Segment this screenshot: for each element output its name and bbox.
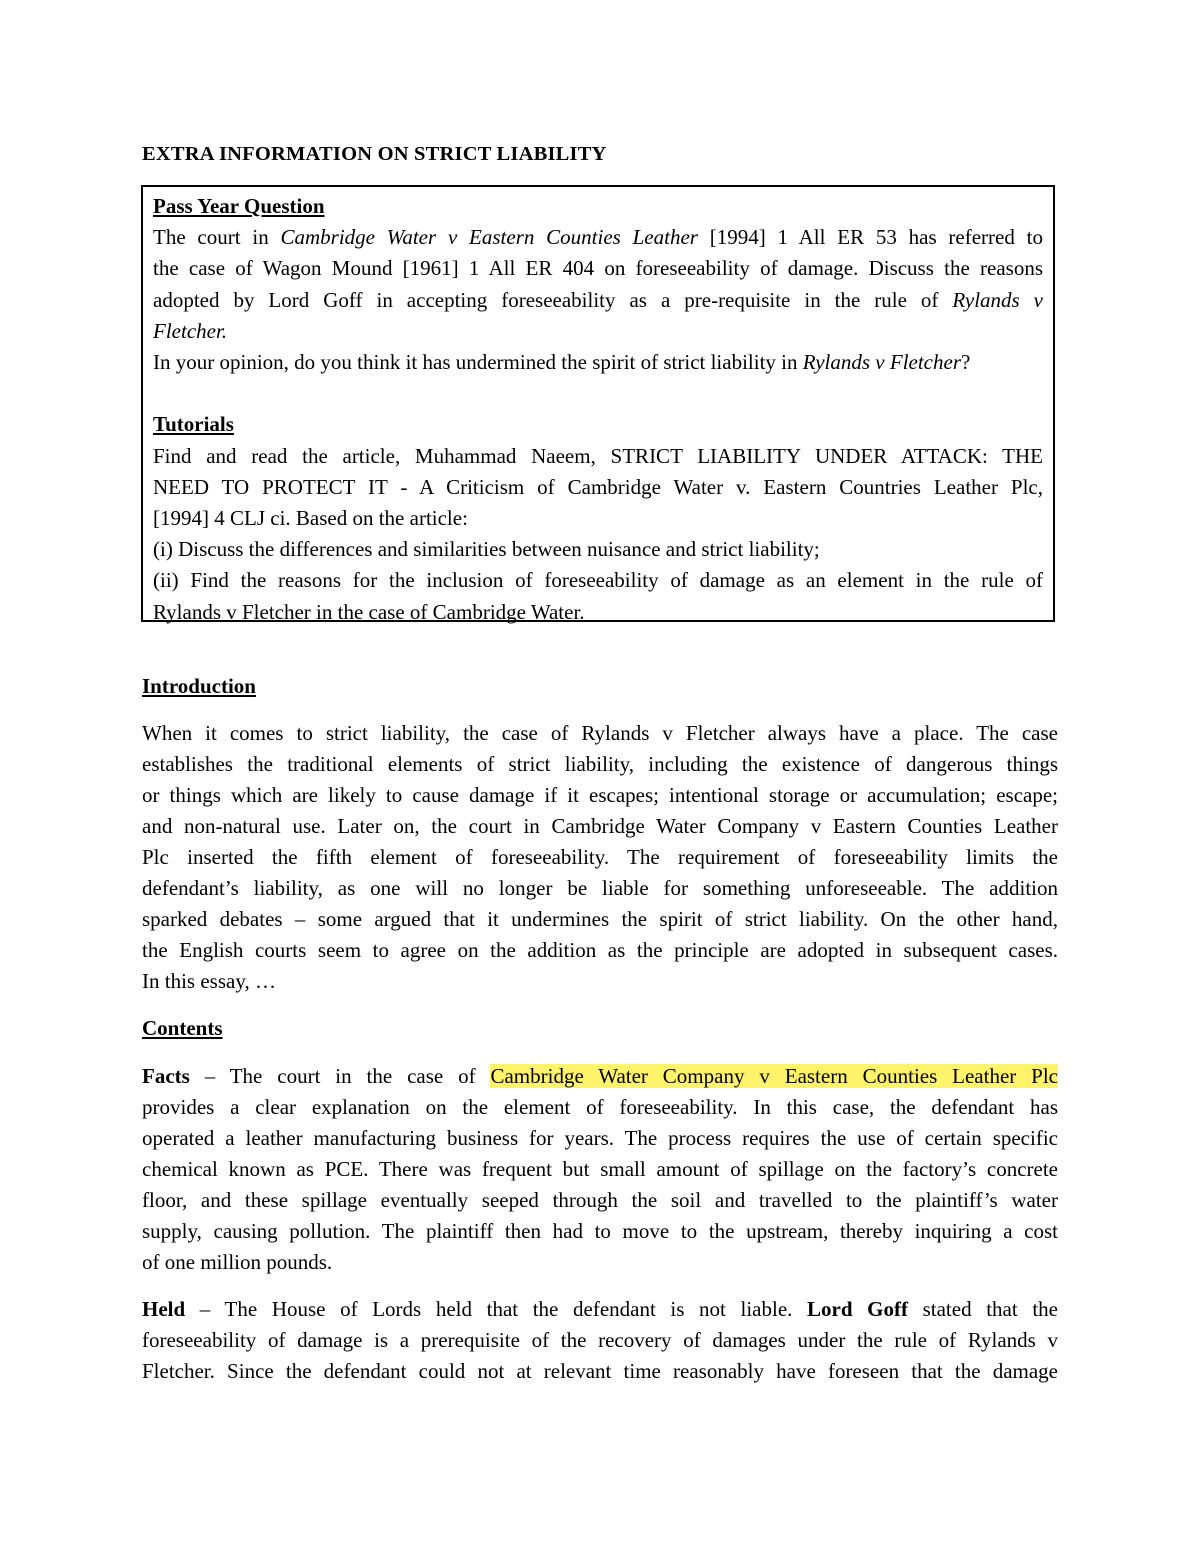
introduction-line: When it comes to strict liability, the case of Rylands v Fletcher always have a place. The case xyxy=(142,721,1058,745)
tutorials-heading: Tutorials xyxy=(153,412,234,437)
question-box xyxy=(141,185,1055,622)
introduction-heading: Introduction xyxy=(142,674,256,698)
case-name-highlight: Cambridge Water Company v Eastern Counties Leather Plc xyxy=(490,1064,1058,1088)
introduction-line: sparked debates – some argued that it undermines the spirit of strict liability. On the other hand, xyxy=(142,907,1058,931)
pass-year-line: The court in Cambridge Water v Eastern Counties Leather [1994] 1 All ER 53 has referred to xyxy=(153,225,1043,250)
facts-label: Facts xyxy=(142,1064,190,1088)
held-label: Held xyxy=(142,1297,186,1321)
pass-year-line: the case of Wagon Mound [1961] 1 All ER 404 on foreseeability of damage. Discuss the reasons xyxy=(153,256,1043,281)
introduction-line: Plc inserted the fifth element of foreseeability. The requirement of foreseeability limits the xyxy=(142,845,1058,869)
facts-line: chemical known as PCE. There was frequent but small amount of spillage on the factory’s concrete xyxy=(142,1157,1058,1181)
tutorials-line: NEED TO PROTECT IT - A Criticism of Cambridge Water v. Eastern Countries Leather Plc, xyxy=(153,474,1043,499)
held-line: Held – The House of Lords held that the defendant is not liable. Lord Goff stated that the xyxy=(142,1297,1058,1321)
held-line: Fletcher. Since the defendant could not at relevant time reasonably have foreseen that the damage xyxy=(142,1359,1058,1383)
introduction-paragraph xyxy=(142,718,1058,997)
facts-line: operated a leather manufacturing business for years. The process requires the use of certain specific xyxy=(142,1126,1058,1150)
tutorials-line: Find and read the article, Muhammad Naeem, STRICT LIABILITY UNDER ATTACK: THE xyxy=(153,443,1043,468)
facts-line: floor, and these spillage eventually seeped through the soil and travelled to the plaintiff’s water xyxy=(142,1188,1058,1212)
pass-year-line: adopted by Lord Goff in accepting foreseeability as a pre-requisite in the rule of Rylands v xyxy=(153,287,1043,312)
held-line: foreseeability of damage is a prerequisite of the recovery of damages under the rule of Rylands v xyxy=(142,1328,1058,1352)
facts-line: of one million pounds. xyxy=(142,1250,333,1274)
tutorials-line: (i) Discuss the differences and similarities between nuisance and strict liability; xyxy=(153,537,820,562)
pass-year-heading: Pass Year Question xyxy=(153,194,325,218)
facts-line: Facts – The court in the case of Cambridge Water Company v Eastern Counties Leather Plc xyxy=(142,1064,1058,1088)
introduction-line: In this essay, … xyxy=(142,969,276,993)
introduction-line: establishes the traditional elements of strict liability, including the existence of dangerous things xyxy=(142,752,1058,776)
introduction-line: defendant’s liability, as one will no longer be liable for something unforeseeable. The addition xyxy=(142,876,1058,900)
tutorials-line: [1994] 4 CLJ ci. Based on the article: xyxy=(153,506,468,531)
facts-line: supply, causing pollution. The plaintiff then had to move to the upstream, thereby inquiring a cost xyxy=(142,1219,1058,1243)
lord-goff-name: Lord Goff xyxy=(807,1297,908,1321)
held-paragraph xyxy=(142,1294,1058,1387)
introduction-line: and non-natural use. Later on, the court in Cambridge Water Company v Eastern Counties Leather xyxy=(142,814,1058,838)
introduction-line: the English courts seem to agree on the addition as the principle are adopted in subsequent cases. xyxy=(142,938,1058,962)
tutorials-line: Rylands v Fletcher in the case of Cambridge Water. xyxy=(153,599,585,624)
tutorials-line: (ii) Find the reasons for the inclusion of foreseeability of damage as an element in the rule of xyxy=(153,568,1043,593)
pass-year-line: Fletcher. xyxy=(153,318,228,343)
introduction-line: or things which are likely to cause damage if it escapes; intentional storage or accumulation; escape; xyxy=(142,783,1058,807)
pass-year-line: In your opinion, do you think it has undermined the spirit of strict liability in Rylands v Fletcher? xyxy=(153,350,971,375)
document-title: EXTRA INFORMATION ON STRICT LIABILITY xyxy=(142,143,607,165)
contents-heading: Contents xyxy=(142,1016,223,1040)
facts-line: provides a clear explanation on the element of foreseeability. In this case, the defendant has xyxy=(142,1095,1058,1119)
facts-paragraph xyxy=(142,1061,1058,1278)
